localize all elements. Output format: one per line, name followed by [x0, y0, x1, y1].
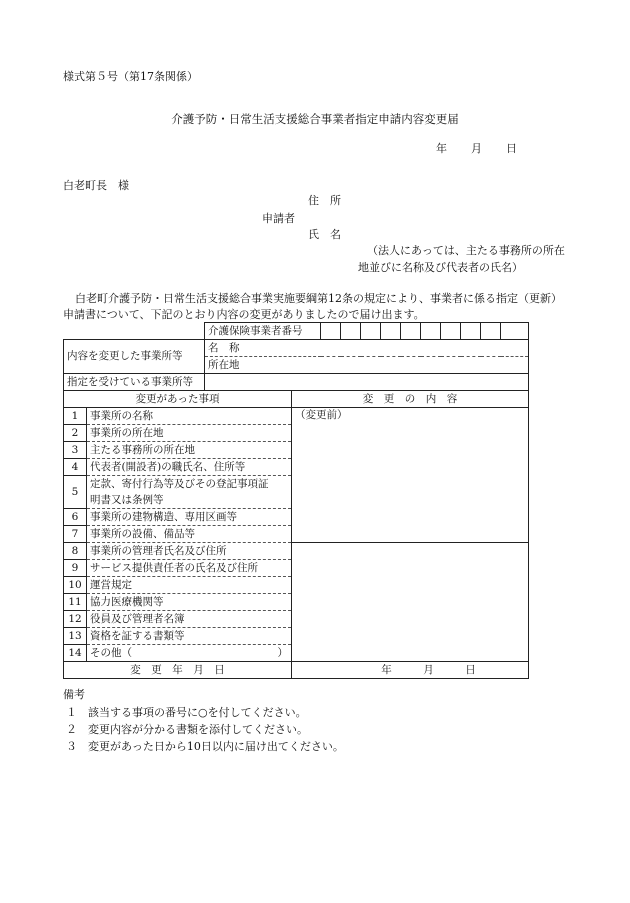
- corporation-note-line1: （法人にあっては、主たる事務所の所在: [367, 244, 565, 257]
- office-info-table: [63, 322, 529, 391]
- designated-office-field[interactable]: [205, 374, 529, 391]
- date-day-label: 日: [506, 142, 517, 155]
- item-number: 10: [64, 577, 87, 594]
- item-number: 3: [64, 442, 87, 459]
- changed-office-label: 内容を変更した事業所等: [64, 340, 205, 374]
- item-number: 12: [64, 611, 87, 628]
- item-number: 5: [64, 476, 87, 509]
- item-label[interactable]: 事業所の所在地: [87, 425, 292, 442]
- item-label[interactable]: 事業所の建物構造、専用区画等: [87, 509, 292, 526]
- item-number: 4: [64, 459, 87, 476]
- insurer-number-digit[interactable]: [501, 323, 529, 340]
- remark-text: 変更内容が分かる書類を添付してください。: [88, 723, 308, 736]
- other-close-paren: ）: [277, 646, 288, 659]
- remark-item: [66, 721, 308, 737]
- item-number: 6: [64, 509, 87, 526]
- item-label[interactable]: 資格を証する書類等: [87, 628, 292, 645]
- remark-text: 該当する事項の番号に○を付してください。: [88, 706, 307, 719]
- insurer-number-digit[interactable]: [481, 323, 501, 340]
- address-label: 住 所: [308, 194, 341, 207]
- item-label[interactable]: 協力医療機関等: [87, 594, 292, 611]
- name-label: 氏 名: [308, 228, 341, 241]
- item-label[interactable]: 代表者(開設者)の職氏名、住所等: [87, 459, 292, 476]
- intro-line1: 白老町介護予防・日常生活支援総合事業実施要綱第12条の規定により、事業者に係る指定（更新）: [75, 292, 562, 305]
- designated-office-label: 指定を受けている事業所等: [64, 374, 205, 391]
- insurer-number-digit[interactable]: [461, 323, 481, 340]
- item-label[interactable]: 事業所の名称: [87, 408, 292, 425]
- applicant-label: 申請者: [262, 212, 295, 225]
- item-number: 2: [64, 425, 87, 442]
- item-label[interactable]: 役員及び管理者名簿: [87, 611, 292, 628]
- change-date-label: 変 更 年 月 日: [64, 662, 292, 679]
- item-number: 7: [64, 526, 87, 543]
- intro-line2: 申請書について、下記のとおり内容の変更がありましたので届け出ます。: [63, 308, 425, 321]
- item-label-line: 定款、寄付行為等及びその登記事項証: [90, 478, 269, 490]
- date-year-label: 年: [436, 142, 447, 155]
- remarks-title: 備考: [63, 688, 85, 701]
- insurer-number-digit[interactable]: [401, 323, 421, 340]
- change-items-table: [63, 390, 529, 679]
- content-before-field[interactable]: [292, 408, 529, 543]
- content-column-header: 変 更 の 内 容: [292, 391, 529, 408]
- submission-date[interactable]: [436, 140, 517, 156]
- remark-number: ２: [66, 723, 77, 736]
- item-number: 1: [64, 408, 87, 425]
- change-date-value[interactable]: 年 月 日: [292, 662, 529, 679]
- item-label-line: 明書又は条例等: [90, 494, 164, 506]
- remark-text: 変更があった日から10日以内に届け出てください。: [88, 740, 344, 753]
- recipient: 白老町長 様: [63, 179, 129, 192]
- insurer-number-digit[interactable]: [421, 323, 441, 340]
- item-label[interactable]: サービス提供責任者の氏名及び住所: [87, 560, 292, 577]
- item-label[interactable]: 事業所の管理者氏名及び住所: [87, 543, 292, 560]
- before-label: （変更前）: [295, 409, 348, 421]
- item-label-other[interactable]: [87, 645, 292, 662]
- insurer-number-label: 介護保険事業者番号: [205, 323, 321, 340]
- insurer-number-digit[interactable]: [321, 323, 341, 340]
- item-label[interactable]: 事業所の設備、備品等: [87, 526, 292, 543]
- item-number: 11: [64, 594, 87, 611]
- date-month-label: 月: [471, 142, 482, 155]
- form-number: 様式第５号（第17条関係）: [63, 70, 198, 83]
- insurer-number-digit[interactable]: [361, 323, 381, 340]
- item-number: 14: [64, 645, 87, 662]
- insurer-number-digit[interactable]: [381, 323, 401, 340]
- remark-number: ３: [66, 740, 77, 753]
- office-location-label: 所在地: [208, 358, 240, 371]
- remark-number: １: [66, 706, 77, 719]
- item-number: 13: [64, 628, 87, 645]
- other-label: その他（: [90, 646, 132, 659]
- remark-item: [66, 704, 307, 720]
- office-name-label: 名 称: [208, 341, 240, 354]
- document-title: 介護予防・日常生活支援総合事業者指定申請内容変更届: [171, 112, 459, 126]
- office-name-field[interactable]: [205, 340, 529, 357]
- insurer-number-digit[interactable]: [441, 323, 461, 340]
- remark-item: [66, 738, 344, 754]
- corporation-note-line2: 地並びに名称及び代表者の氏名）: [358, 261, 523, 274]
- item-number: 9: [64, 560, 87, 577]
- office-location-field[interactable]: [205, 357, 529, 374]
- item-number: 8: [64, 543, 87, 560]
- item-label[interactable]: [87, 476, 292, 509]
- insurer-number-digit[interactable]: [341, 323, 361, 340]
- item-label[interactable]: 運営規定: [87, 577, 292, 594]
- items-column-header: 変更があった事項: [64, 391, 292, 408]
- item-label[interactable]: 主たる事務所の所在地: [87, 442, 292, 459]
